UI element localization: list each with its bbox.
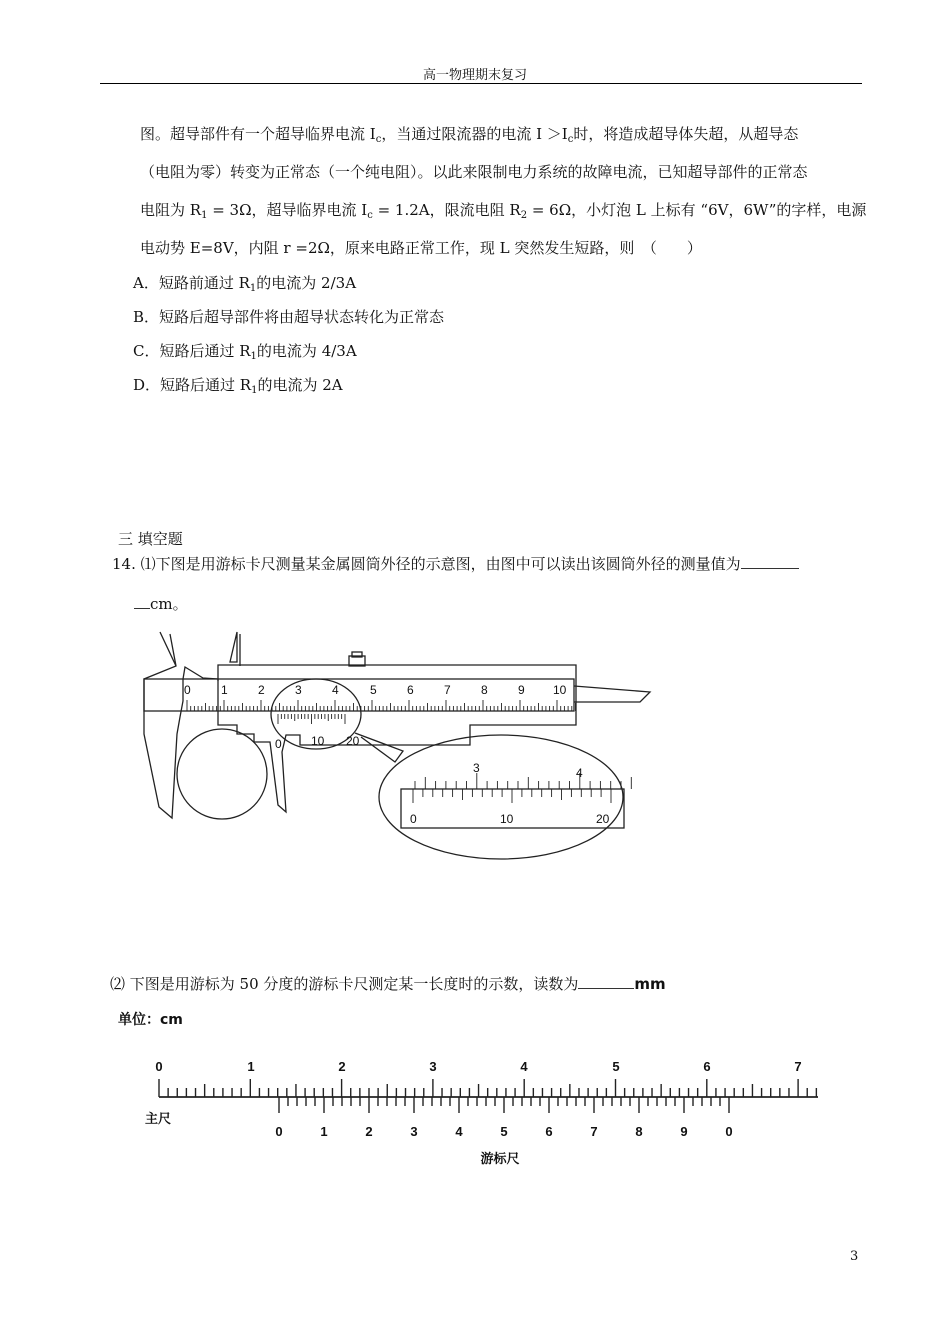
page-header: 高一物理期末复习	[422, 68, 527, 83]
c1-main-label: 1	[221, 683, 228, 697]
q13-line3: 电阻为 $R_1 = 3\Omega$，超导临界电流 $I_c = 1.2A$，限流电阻 $R_2 = 6\Omega$，小灯泡 L 上标有 “6V，6W”的字样，电源	[140, 201, 867, 221]
c2-main-label: 4	[520, 1059, 528, 1074]
q13-line1: 图。超导部件有一个超导临界电流 $I_c$，当通过限流器的电流 $I >I_c$时，将造成超导体失超，从超导态	[140, 125, 799, 145]
c1-main-label: 0	[184, 683, 191, 697]
c2-main-label: 5	[612, 1059, 620, 1074]
q13-line2: （电阻为零）转变为正常态（一个纯电阻）。以此来限制电力系统的故障电流，已知超导部件的正常态	[140, 163, 808, 181]
c1-main-label: 7	[444, 683, 451, 697]
vernier-caliper-figure-2	[130, 1050, 830, 1175]
c1-main-label: 8	[481, 683, 488, 697]
c2-main-label: 6	[703, 1059, 711, 1074]
main-scale-label: 主尺	[144, 1111, 172, 1126]
option-b: B．短路后超导部件将由超导状态转化为正常态	[133, 308, 445, 326]
c1-main-label: 2	[258, 683, 265, 697]
c1-main-label: 5	[370, 683, 377, 697]
c2-vernier-label: 5	[500, 1124, 508, 1139]
vernier-caliper-figure-1	[130, 622, 660, 862]
c2-main-label: 3	[429, 1059, 437, 1074]
header-rule	[100, 83, 862, 84]
c1-vernier-label: 20	[346, 734, 360, 748]
c2-main-label: 2	[338, 1059, 346, 1074]
c2-vernier-label: 1	[320, 1124, 328, 1139]
c2-main-label: 7	[794, 1059, 802, 1074]
c1-zoom-main-label: 4	[576, 766, 583, 780]
c2-vernier-label: 4	[455, 1124, 463, 1139]
c1-zoom-vernier-label: 20	[596, 812, 610, 826]
c2-main-label: 0	[155, 1059, 163, 1074]
q14-part1-unit: cm。	[134, 593, 188, 614]
c1-vernier-label: 0	[275, 737, 282, 751]
c2-vernier-label: 2	[365, 1124, 373, 1139]
section-title: 三 填空题	[118, 530, 183, 548]
vernier-scale-label: 游标尺	[480, 1151, 520, 1166]
unit-label: 单位：cm	[118, 1012, 183, 1028]
c1-main-label: 4	[332, 683, 339, 697]
q14-part1: 14. ⑴下图是用游标卡尺测量某金属圆筒外径的示意图，由图中可以读出该圆筒外径的测量值为	[112, 553, 799, 574]
c1-main-label: 3	[295, 683, 302, 697]
c2-vernier-label: 0	[725, 1124, 733, 1139]
option-a: A．短路前通过 $R_1$的电流为 2/3A	[133, 274, 357, 294]
c2-main-label: 1	[247, 1059, 255, 1074]
c2-vernier-label: 9	[680, 1124, 688, 1139]
c2-vernier-label: 7	[590, 1124, 598, 1139]
c2-vernier-label: 3	[410, 1124, 418, 1139]
c2-vernier-label: 6	[545, 1124, 553, 1139]
c2-vernier-label: 8	[635, 1124, 643, 1139]
page-number: 3	[850, 1249, 859, 1264]
c2-vernier-label: 0	[275, 1124, 283, 1139]
c1-zoom-vernier-label: 10	[500, 812, 514, 826]
c1-zoom-main-label: 3	[473, 761, 480, 775]
q13-line4: 电动势 E=8V，内阻 r =2Ω，原来电路正常工作，现 L 突然发生短路，则 （ ）	[140, 239, 702, 257]
c1-main-label: 6	[407, 683, 414, 697]
c1-vernier-label: 10	[311, 734, 325, 748]
option-d: D．短路后通过 $R_1$的电流为 2A	[133, 376, 343, 396]
c1-main-label: 10	[553, 683, 567, 697]
c1-main-label: 9	[518, 683, 525, 697]
q14-part2: ⑵ 下图是用游标为 50 分度的游标卡尺测定某一长度时的示数，读数为 mm	[110, 975, 666, 993]
option-c: C．短路后通过 $R_1$的电流为 4/3A	[133, 342, 357, 362]
c1-zoom-vernier-label: 0	[410, 812, 417, 826]
